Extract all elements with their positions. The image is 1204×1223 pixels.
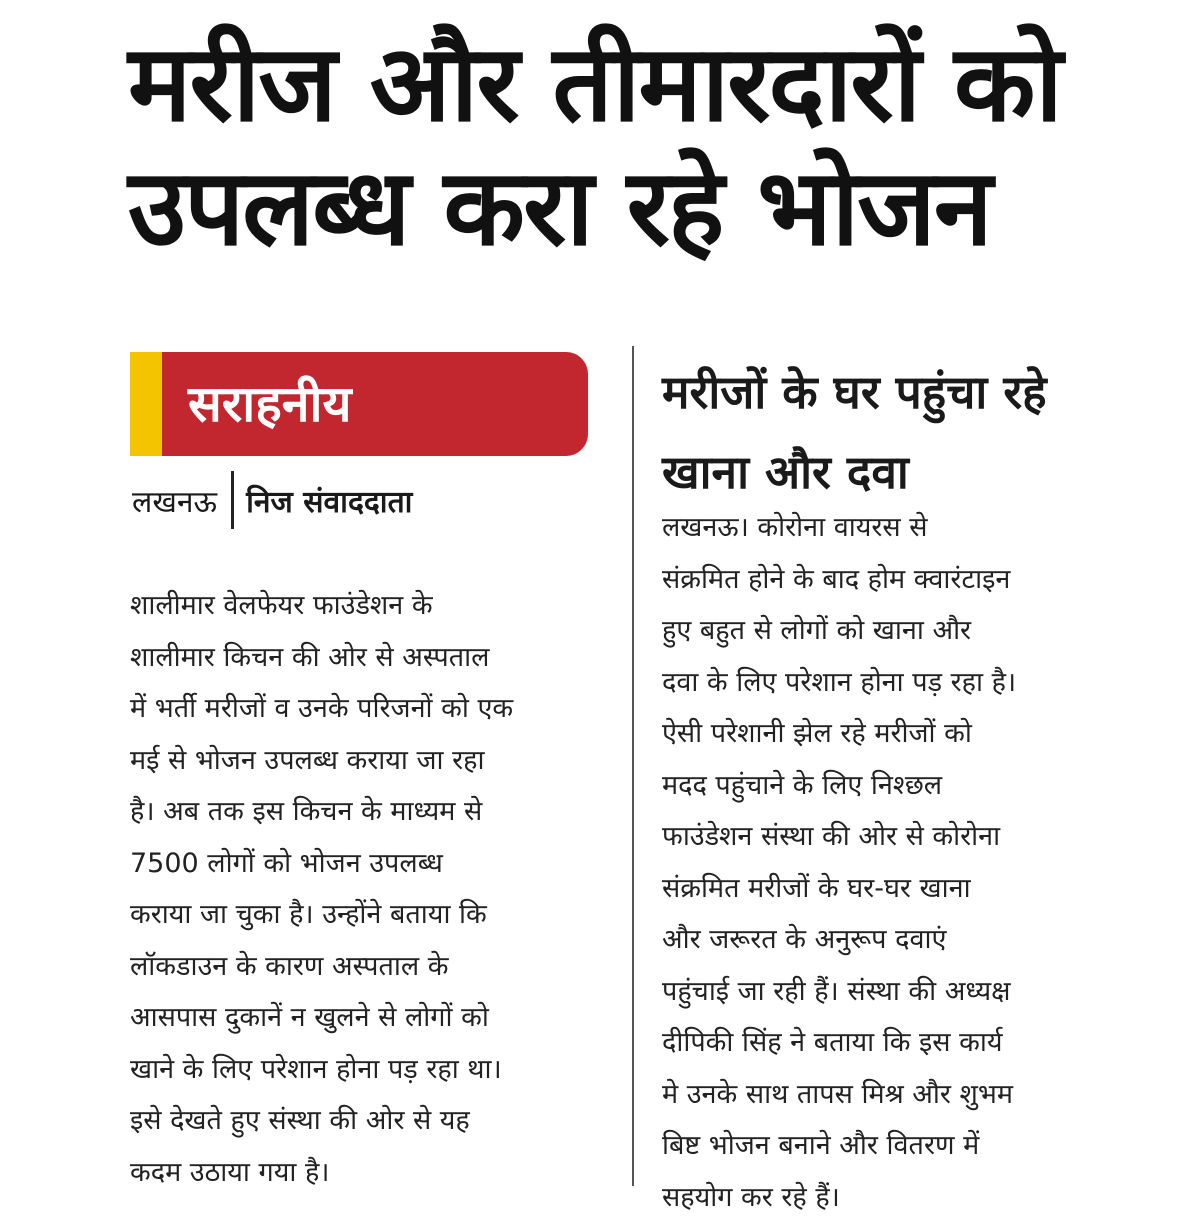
- byline-separator: [231, 471, 234, 529]
- article-line: लखनऊ। कोरोना वायरस से: [662, 502, 1102, 554]
- article-line: संक्रमित मरीजों के घर-घर खाना: [662, 863, 1102, 915]
- headline-line-1: मरीज और तीमारदारों को: [128, 22, 1128, 146]
- right-article-body: [662, 502, 1102, 1223]
- article-line: कदम उठाया गया है।: [130, 1147, 588, 1199]
- article-line: मे उनके साथ तापस मिश्र और शुभम: [662, 1069, 1102, 1121]
- article-line: इसे देखते हुए संस्था की ओर से यह: [130, 1095, 588, 1147]
- article-line: आसपास दुकानें न खुलने से लोगों को: [130, 992, 588, 1044]
- byline-reporter: निज संवाददाता: [246, 480, 412, 521]
- subhead-line-2: खाना और दवा: [662, 432, 1102, 512]
- article-line: हुए बहुत से लोगों को खाना और: [662, 605, 1102, 657]
- article-line: मदद पहुंचाने के लिए निश्छल: [662, 760, 1102, 812]
- article-line: कराया जा चुका है। उन्होंने बताया कि: [130, 889, 588, 941]
- headline: [128, 22, 1128, 270]
- tag-label: सराहनीय: [188, 379, 351, 429]
- subhead-line-1: मरीजों के घर पहुंचा रहे: [662, 352, 1102, 432]
- article-line: में भर्ती मरीजों व उनके परिजनों को एक: [130, 683, 588, 735]
- article-line: खाने के लिए परेशान होना पड़ रहा था।: [130, 1044, 588, 1096]
- headline-line-2: उपलब्ध करा रहे भोजन: [128, 146, 1128, 270]
- byline-city: लखनऊ: [132, 480, 217, 521]
- article-line: शालीमार किचन की ओर से अस्पताल: [130, 632, 588, 684]
- article-line: और जरूरत के अनुरूप दवाएं: [662, 914, 1102, 966]
- article-line: संक्रमित होने के बाद होम क्वारंटाइन: [662, 554, 1102, 606]
- article-line: ऐसी परेशानी झेल रहे मरीजों को: [662, 708, 1102, 760]
- article-line: पहुंचाई जा रही हैं। संस्था की अध्यक्ष: [662, 966, 1102, 1018]
- article-line: लॉकडाउन के कारण अस्पताल के: [130, 941, 588, 993]
- section-tag: [130, 352, 588, 456]
- article-line: शालीमार वेलफेयर फाउंडेशन के: [130, 580, 588, 632]
- article-line: सहयोग कर रहे हैं।: [662, 1172, 1102, 1223]
- article-line: दवा के लिए परेशान होना पड़ रहा है।: [662, 657, 1102, 709]
- article-line: दीपिकी सिंह ने बताया कि इस कार्य: [662, 1017, 1102, 1069]
- tag-yellow-stripe: [130, 352, 162, 456]
- article-line: मई से भोजन उपलब्ध कराया जा रहा: [130, 735, 588, 787]
- article-line: 7500 लोगों को भोजन उपलब्ध: [130, 838, 588, 890]
- article-line: बिष्ट भोजन बनाने और वितरण में: [662, 1120, 1102, 1172]
- byline: [132, 470, 412, 530]
- left-article-body: [130, 580, 588, 1198]
- article-line: है। अब तक इस किचन के माध्यम से: [130, 786, 588, 838]
- tag-red-banner: [162, 352, 588, 456]
- article-line: फाउंडेशन संस्था की ओर से कोरोना: [662, 811, 1102, 863]
- column-divider: [632, 346, 634, 1186]
- right-subheadline: [662, 352, 1102, 512]
